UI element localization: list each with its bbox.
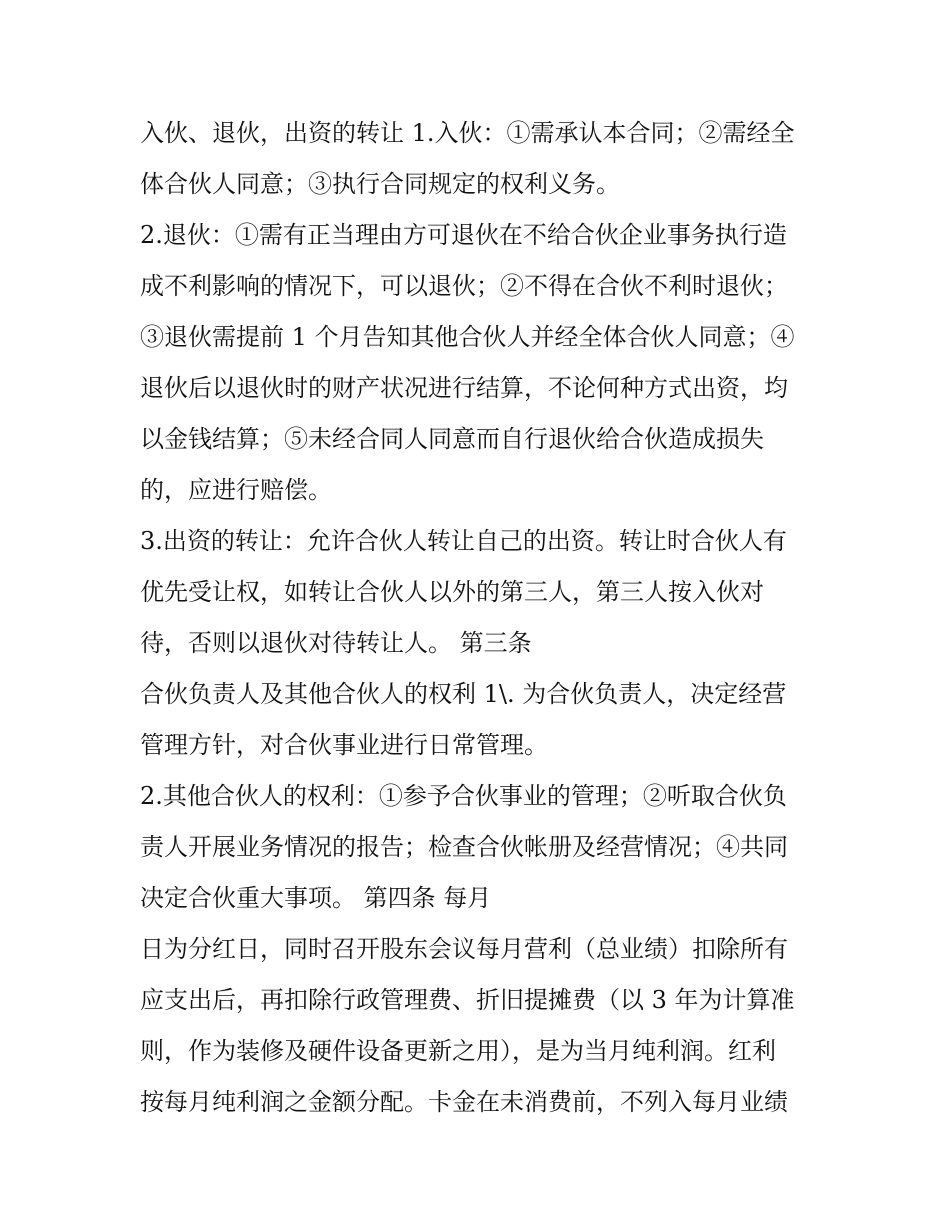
- text-line: 体合伙人同意；③执行合同规定的权利义务。: [140, 170, 620, 198]
- text-line: 2.其他合伙人的权利：①参予合伙事业的管理；②听取合伙负: [140, 782, 787, 810]
- text-line: 优先受让权，如转让合伙人以外的第三人，第三人按入伙对: [140, 578, 764, 606]
- text-line: 成不利影响的情况下，可以退伙；②不得在合伙不利时退伙；: [140, 272, 788, 300]
- text-line: 的，应进行赔偿。: [140, 476, 332, 504]
- text-line: 应支出后，再扣除行政管理费、折旧提摊费（以 3 年为计算准: [140, 986, 795, 1014]
- text-line: 退伙后以退伙时的财产状况进行结算，不论何种方式出资，均: [140, 374, 788, 402]
- text-line: 2.退伙：①需有正当理由方可退伙在不给合伙企业事务执行造: [140, 221, 787, 249]
- text-line: 入伙、退伙，出资的转让 1.入伙：①需承认本合同；②需经全: [140, 119, 795, 147]
- text-line: 3.出资的转让：允许合伙人转让自己的出资。转让时合伙人有: [140, 527, 787, 555]
- text-line: 管理方针，对合伙事业进行日常管理。: [140, 731, 548, 759]
- text-line: 以金钱结算；⑤未经合同人同意而自行退伙给合伙造成损失: [140, 425, 764, 453]
- text-line: 合伙负责人及其他合伙人的权利 1\. 为合伙负责人，决定经营: [140, 680, 787, 708]
- text-line: 责人开展业务情况的报告；检查合伙帐册及经营情况；④共同: [140, 833, 788, 861]
- text-line: 则，作为装修及硬件设备更新之用），是为当月纯利润。红利: [140, 1037, 776, 1065]
- text-line: 日为分红日，同时召开股东会议每月营利（总业绩）扣除所有: [140, 935, 788, 963]
- text-line: ③退伙需提前 1 个月告知其他合伙人并经全体合伙人同意；④: [140, 323, 795, 351]
- text-line: 按每月纯利润之金额分配。卡金在未消费前，不列入每月业绩: [140, 1088, 788, 1116]
- text-line: 待，否则以退伙对待转让人。 第三条: [140, 629, 532, 657]
- text-line: 决定合伙重大事项。 第四条 每月: [140, 884, 492, 912]
- document-body: [140, 108, 820, 1128]
